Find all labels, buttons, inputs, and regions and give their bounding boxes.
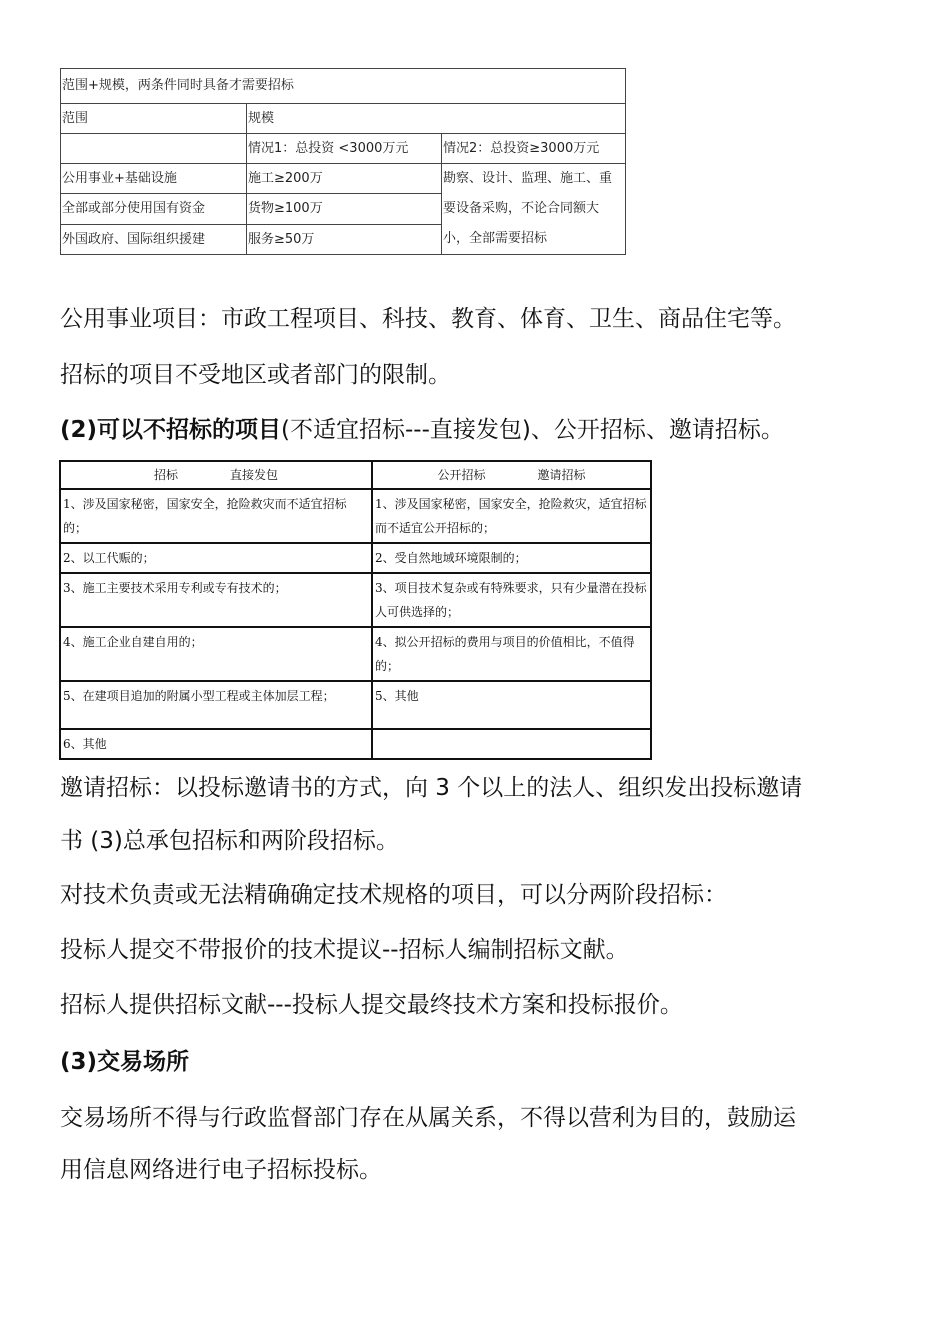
paragraph-stage-one: 投标人提交不带报价的技术提议--招标人编制招标文献。 [60, 937, 629, 963]
heading-trading-venue-text: (3)交易场所 [60, 1049, 190, 1075]
table1-case1: 情况1：总投资 <3000万元 [247, 134, 442, 164]
paragraph-no-tender-heading [60, 415, 784, 445]
table2-header-right [372, 461, 651, 489]
table2-left-cell: 3、施工主要技术采用专利或专有技术的； [60, 573, 372, 627]
tender-scope-table [60, 68, 626, 255]
table1-scale-cell: 货物≥100万 [247, 194, 442, 224]
heading-no-tender-rest: (不适宜招标---直接发包)、公开招标、邀请招标。 [281, 417, 784, 443]
heading-no-tender: (2)可以不招标的项目 [60, 417, 282, 443]
table1-scale-cell: 施工≥200万 [247, 164, 442, 194]
table1-empty-cell [61, 134, 247, 164]
table2-hdr-open: 公开招标 [437, 468, 486, 482]
paragraph-stage-two: 招标人提供招标文献---投标人提交最终技术方案和投标报价。 [60, 992, 683, 1018]
paragraph-venue-line1: 交易场所不得与行政监督部门存在从属关系，不得以营利为目的，鼓励运 [60, 1105, 796, 1131]
table2-left-cell: 2、以工代赈的； [60, 543, 372, 573]
table2-right-cell [372, 729, 651, 759]
table2-left-cell: 4、施工企业自建自用的； [60, 627, 372, 681]
paragraph-public-projects: 公用事业项目：市政工程项目、科技、教育、体育、卫生、商品住宅等。 [60, 306, 796, 332]
table2-hdr-direct: 直接发包 [230, 468, 279, 482]
table2-hdr-invite: 邀请招标 [537, 468, 586, 482]
table1-scope-cell: 公用事业+基础设施 [61, 164, 247, 194]
table2-right-cell: 3、项目技术复杂或有特殊要求，只有少量潜在投标人可供选择的； [372, 573, 651, 627]
paragraph-no-region-limit: 招标的项目不受地区或者部门的限制。 [60, 362, 451, 388]
table2-hdr-tender: 招标 [153, 468, 178, 482]
table2-right-cell: 2、受自然地域环境限制的； [372, 543, 651, 573]
paragraph-venue-line2: 用信息网络进行电子招标投标。 [60, 1157, 382, 1183]
paragraph-two-stage: 对技术负责或无法精确确定技术规格的项目，可以分两阶段招标： [60, 882, 727, 908]
table1-scale-cell: 服务≥50万 [247, 224, 442, 254]
table2-header-left [60, 461, 372, 489]
paragraph-invite-line1: 邀请招标：以投标邀请书的方式，向 3 个以上的法人、组织发出投标邀请 [60, 775, 803, 801]
table1-case2-text: 勘察、设计、监理、施工、重要设备采购，不论合同额大小，全部需要招标 [442, 164, 626, 255]
table1-col-scope: 范围 [61, 104, 247, 134]
tender-type-table [59, 460, 652, 760]
table2-left-cell: 6、其他 [60, 729, 372, 759]
table1-title: 范围+规模，两条件同时具备才需要招标 [61, 69, 626, 104]
table2-right-cell: 1、涉及国家秘密，国家安全，抢险救灾，适宜招标而不适宜公开招标的； [372, 489, 651, 543]
heading-trading-venue [60, 1047, 189, 1077]
table2-left-cell: 5、在建项目追加的附属小型工程或主体加层工程； [60, 681, 372, 729]
table2-left-cell: 1、涉及国家秘密，国家安全，抢险救灾而不适宜招标的； [60, 489, 372, 543]
paragraph-invite-line2: 书 (3)总承包招标和两阶段招标。 [60, 828, 399, 854]
table1-case2: 情况2：总投资≥3000万元 [442, 134, 626, 164]
table1-scope-cell: 外国政府、国际组织援建 [61, 224, 247, 254]
table2-right-cell: 5、其他 [372, 681, 651, 729]
table1-scope-cell: 全部或部分使用国有资金 [61, 194, 247, 224]
table1-col-scale: 规模 [247, 104, 626, 134]
table2-right-cell: 4、拟公开招标的费用与项目的价值相比，不值得的； [372, 627, 651, 681]
tender-type-table-wrap [59, 460, 652, 751]
